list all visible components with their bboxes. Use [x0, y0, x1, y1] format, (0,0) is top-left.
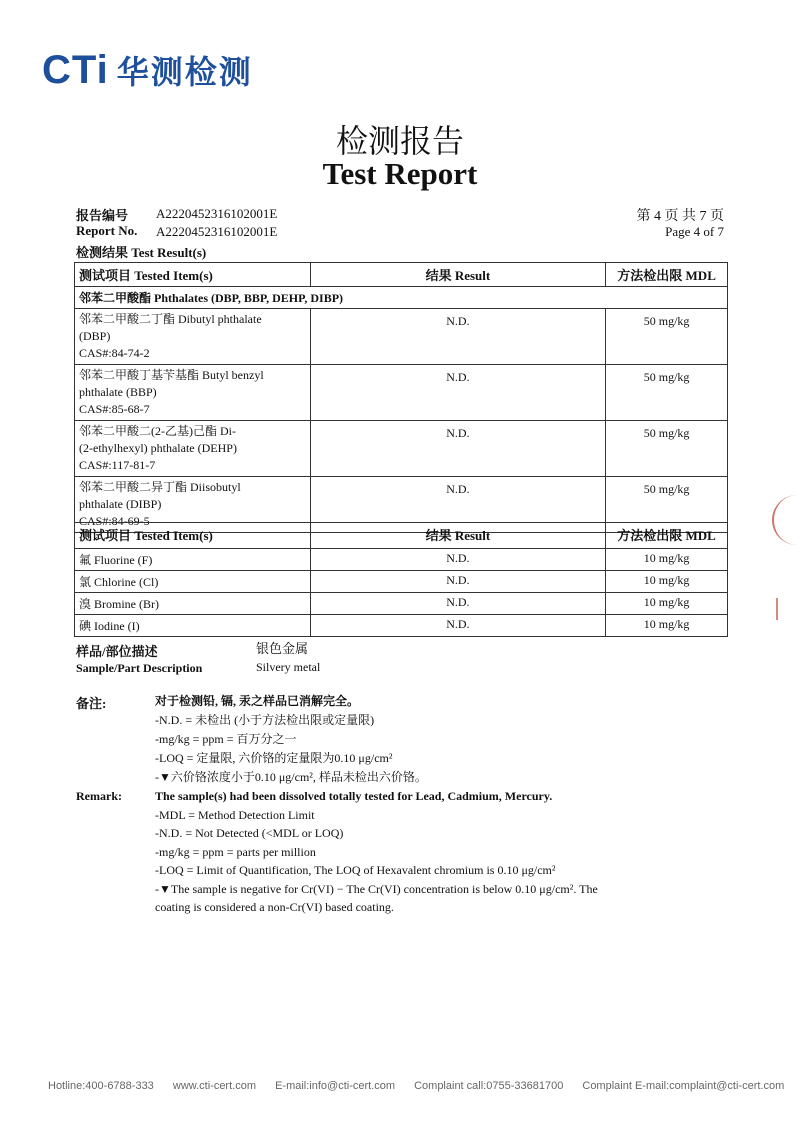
table-header-row: [75, 523, 728, 549]
table-row: [75, 593, 728, 615]
header-mdl: 方法检出限 MDL: [606, 523, 728, 549]
footer-complaint-call: Complaint call:0755-33681700: [414, 1080, 564, 1092]
remarks-en: [155, 787, 598, 917]
section-phthalates: 邻苯二甲酸酯 Phthalates (DBP, BBP, DEHP, DIBP): [75, 287, 728, 309]
mdl-cell: 10 mg/kg: [606, 571, 728, 593]
report-no-label-en: Report No.: [76, 223, 138, 238]
mdl-cell: 10 mg/kg: [606, 615, 728, 637]
page-number-en: Page 4 of 7: [665, 224, 724, 239]
item-line: (2-ethylhexyl) phthalate (DEHP): [79, 441, 237, 455]
notes-label-cn: 备注:: [76, 696, 107, 711]
mdl-cell: 50 mg/kg: [606, 477, 728, 533]
mdl-cell: 10 mg/kg: [606, 549, 728, 571]
seal-stamp-fragment: [776, 598, 800, 620]
item-line: 邻苯二甲酸二异丁酯 Diisobutyl: [79, 480, 241, 494]
item-cell: 氯 Chlorine (Cl): [75, 571, 311, 593]
item-cas: CAS#:84-74-2: [79, 346, 150, 360]
remark-line: -▼The sample is negative for Cr(VI) − The Cr(VI) concentration is below 0.10 μg/cm². The: [155, 881, 598, 896]
result-cell: N.D.: [310, 421, 606, 477]
table-row: [75, 309, 728, 365]
mdl-cell: 50 mg/kg: [606, 365, 728, 421]
item-cas: CAS#:85-68-7: [79, 402, 150, 416]
footer-hotline: Hotline:400-6788-333: [48, 1080, 154, 1092]
table-row: [75, 615, 728, 637]
header-mdl: 方法检出限 MDL: [606, 263, 728, 287]
note-line: 对于检测铅, 镉, 汞之样品已消解完全。: [155, 694, 360, 708]
result-cell: N.D.: [310, 549, 606, 571]
item-cell: 碘 Iodine (I): [75, 615, 311, 637]
result-cell: N.D.: [310, 309, 606, 365]
item-line: 邻苯二甲酸二(2-乙基)己酯 Di-: [79, 424, 236, 438]
report-no-cn: A2220452316102001E: [156, 206, 278, 221]
remark-line: -MDL = Method Detection Limit: [155, 807, 315, 822]
sample-value-en: Silvery metal: [256, 660, 321, 674]
item-cas: CAS#:117-81-7: [79, 458, 156, 472]
item-cell: [75, 421, 311, 477]
halogens-table: [74, 522, 728, 637]
report-no-en: A2220452316102001E: [156, 224, 278, 239]
footer-email: E-mail:info@cti-cert.com: [275, 1080, 396, 1092]
report-no-label-cn: 报告编号: [76, 208, 129, 223]
item-line: (DBP): [79, 329, 111, 343]
result-cell: N.D.: [310, 615, 606, 637]
note-line: -▼六价铬浓度小于0.10 μg/cm², 样品未检出六价铬。: [155, 770, 427, 784]
remark-line: -LOQ = Limit of Quantification, The LOQ of Hexavalent chromium is 0.10 μg/cm²: [155, 863, 556, 877]
footer-complaint-email: Complaint E-mail:complaint@cti-cert.com: [582, 1080, 785, 1092]
logo-chinese-name: 华测检测: [116, 53, 253, 91]
item-cell: 氟 Fluorine (F): [75, 549, 311, 571]
item-cell: [75, 365, 311, 421]
sample-label-cn: 样品/部位描述: [76, 644, 158, 659]
note-line: -N.D. = 未检出 (小于方法检出限或定量限): [155, 713, 375, 727]
remark-line: The sample(s) had been dissolved totally tested for Lead, Cadmium, Mercury.: [155, 789, 553, 803]
table-row: [75, 571, 728, 593]
company-logo: [42, 48, 253, 92]
report-title-en: Test Report: [322, 156, 478, 191]
table-row: [75, 365, 728, 421]
result-cell: N.D.: [310, 593, 606, 615]
sample-label-en: Sample/Part Description: [76, 661, 203, 675]
section-row: [75, 287, 728, 309]
mdl-cell: 50 mg/kg: [606, 421, 728, 477]
seal-stamp-fragment: [772, 495, 800, 545]
header-result: 结果 Result: [310, 523, 606, 549]
phthalates-table: [74, 262, 728, 533]
footer: [48, 1080, 784, 1092]
note-line: -LOQ = 定量限, 六价铬的定量限为0.10 μg/cm²: [155, 751, 393, 765]
header-tested-item: 测试项目 Tested Item(s): [75, 263, 311, 287]
report-title-cn: 检测报告: [335, 122, 464, 160]
table-header-row: [75, 263, 728, 287]
notes-cn: [155, 692, 427, 787]
sample-value-cn: 银色金属: [256, 641, 309, 656]
table-row: [75, 549, 728, 571]
remark-line: -N.D. = Not Detected (<MDL or LOQ): [155, 826, 344, 840]
item-cell: 溴 Bromine (Br): [75, 593, 311, 615]
footer-website: www.cti-cert.com: [172, 1080, 256, 1092]
result-cell: N.D.: [310, 477, 606, 533]
header-result: 结果 Result: [310, 263, 606, 287]
item-cell: [75, 309, 311, 365]
result-cell: N.D.: [310, 571, 606, 593]
item-cas: CAS#:84-69-5: [79, 514, 150, 528]
header-tested-item: 测试项目 Tested Item(s): [75, 523, 311, 549]
item-line: 邻苯二甲酸丁基苄基酯 Butyl benzyl: [79, 368, 264, 382]
note-line: -mg/kg = ppm = 百万分之一: [155, 732, 297, 746]
logo-mark: CTi: [42, 47, 109, 92]
remark-line: coating is considered a non-Cr(VI) based coating.: [155, 900, 394, 914]
page-number-cn: 第 4 页 共 7 页: [636, 209, 724, 224]
result-cell: N.D.: [310, 365, 606, 421]
mdl-cell: 50 mg/kg: [606, 309, 728, 365]
remark-line: -mg/kg = ppm = parts per million: [155, 844, 316, 859]
remark-label-en: Remark:: [76, 789, 122, 803]
item-line: 邻苯二甲酸二丁酯 Dibutyl phthalate: [79, 312, 262, 326]
table-row: [75, 421, 728, 477]
mdl-cell: 10 mg/kg: [606, 593, 728, 615]
item-line: phthalate (BBP): [79, 385, 157, 399]
item-line: phthalate (DIBP): [79, 497, 162, 511]
test-results-label: 检测结果 Test Result(s): [76, 245, 207, 260]
